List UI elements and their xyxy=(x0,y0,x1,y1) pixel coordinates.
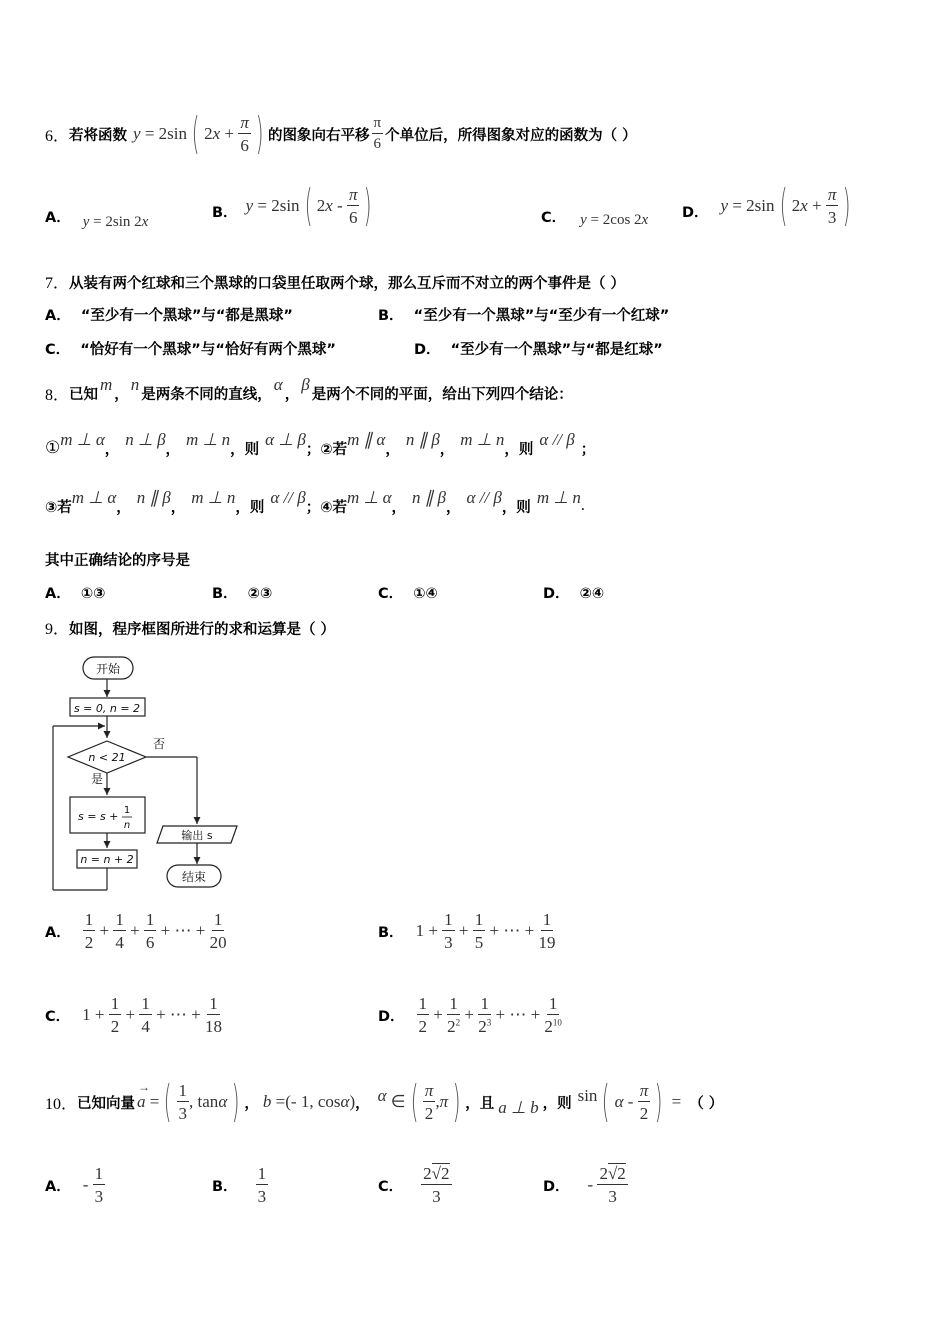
q10-stem: 10． 已知向量 a → = ( $\frac{1}{3}$ , tan α ) ， b =(- 1, cos α ) ， α ∈ ( $\frac{\pi}{2}$ , π ) ，且 a ⊥ b ，则 sin ( α - $\frac{\pi}{2}$ ) = （ ） xyxy=(45,1076,724,1127)
q6-function: y = 2sin ( 2 x + $\frac{\pi}{6}$ ) xyxy=(133,108,264,159)
q6-option-d: D． y = 2sin ( 2 x + $\frac{\pi}{3}$ ) xyxy=(682,180,851,231)
q7-option-a: A． “至少有一个黑球”与“都是黑球” xyxy=(45,308,293,324)
q8-conclusion-3-4: ③若 m ⊥ α ， n ∥ β ， m ⊥ n ，则 α // β ； ④若 m ⊥ α ， n ∥ β ， α // β ，则 m ⊥ n . xyxy=(45,488,585,516)
q10-option-c: C． $\frac{2√2}{3}$ xyxy=(378,1164,450,1206)
q8-conclusion-1-2: ① m ⊥ α ， n ⊥ β ， m ⊥ n ，则 α ⊥ β ； ②若 m ∥ α ， n ∥ β ， m ⊥ n ，则 α // β ； xyxy=(45,430,596,458)
flow-yes-label: 是 xyxy=(91,772,104,786)
q6-shift: $\frac{\pi}{6}$ xyxy=(373,115,382,152)
q10-vector-b: b =(- 1, cos α ) xyxy=(262,1092,356,1111)
q6-option-a: A． y = 2sin 2 x xyxy=(45,209,149,230)
q8-option-c: C． ①④ xyxy=(378,586,438,602)
flow-update-label: n = n + 2 xyxy=(80,853,134,866)
q7-option-c: C． “恰好有一个黑球”与“恰好有两个黑球” xyxy=(45,342,336,358)
flow-end-label: 结束 xyxy=(181,870,207,884)
flow-cond-label: n < 21 xyxy=(88,751,126,764)
q8-option-b: B． ②③ xyxy=(212,586,273,602)
q7-option-b: B． “至少有一个黑球”与“至少有一个红球” xyxy=(378,308,670,324)
q10-option-b: B． $\frac{1}{3}$ xyxy=(212,1164,267,1206)
flow-start-label: 开始 xyxy=(95,662,121,676)
q9-option-c: C． 1 + $\frac{1}{2}$ + $\frac{1}{4}$ + ⋯ + $\frac{1}{18}$ xyxy=(45,994,223,1036)
q8-option-d: D． ②④ xyxy=(543,586,605,602)
flow-sum-num: 1 xyxy=(123,805,131,816)
flow-sum-den: n xyxy=(123,820,131,831)
q10-vector-a: a → = ( $\frac{1}{3}$ , tan α ) xyxy=(137,1076,240,1127)
q10-range: α ∈ ( $\frac{\pi}{2}$ , π ) xyxy=(377,1076,461,1127)
q10-option-d: D． - $\frac{2√2}{3}$ xyxy=(543,1164,626,1206)
q8-question: 其中正确结论的序号是 xyxy=(45,553,190,569)
q9-stem: 9．如图，程序框图所进行的求和运算是（ ） xyxy=(45,621,336,638)
q9-option-d: D． $\frac{1}{2}$ + $\frac{1}{2^2}$ + $\frac{1}{2^3}$ + ⋯ + $\frac{1}{2^{10}}$ xyxy=(378,994,562,1036)
q9-option-a: A． $\frac{1}{2}$ + $\frac{1}{4}$ + $\frac{1}{6}$ + ⋯ + $\frac{1}{20}$ xyxy=(45,910,227,952)
q10-target: sin ( α - $\frac{\pi}{2}$ ) = xyxy=(577,1076,682,1127)
q8-stem: 8． 已知 m ， n 是两条不同的直线， α ， β 是两个不同的平面，给出下列四个结论： xyxy=(45,375,573,404)
q6-number: 6． xyxy=(45,127,70,145)
q6-stem: 6． 若将函数 y = 2sin ( 2 x + $\frac{\pi}{6}$ ) 的图象向右平移 $\frac{\pi}{6}$ 个单位后，所得图象对应的函数为（ ） xyxy=(45,108,637,159)
q9-flowchart xyxy=(45,652,245,897)
flow-sum-label: s = s + xyxy=(78,810,119,823)
q10-option-a: A． - $\frac{1}{3}$ xyxy=(45,1164,104,1206)
q6-option-b: B． y = 2sin ( 2 x - $\frac{\pi}{6}$ ) xyxy=(212,180,372,231)
q6-option-c: C． y = 2cos 2 x xyxy=(541,209,649,228)
flow-no-label: 否 xyxy=(153,737,166,751)
flow-init-label: s = 0, n = 2 xyxy=(73,702,141,715)
q7-stem: 7．从装有两个红球和三个黑球的口袋里任取两个球，那么互斥而不对立的两个事件是（ ） xyxy=(45,275,626,292)
q9-option-b: B． 1 + $\frac{1}{3}$ + $\frac{1}{5}$ + ⋯ + $\frac{1}{19}$ xyxy=(378,910,556,952)
flow-output-label: 输出 s xyxy=(181,829,213,842)
q8-option-a: A． ①③ xyxy=(45,586,106,602)
q7-option-d: D． “至少有一个黑球”与“都是红球” xyxy=(414,342,663,358)
q10-perp: a ⊥ b xyxy=(498,1098,539,1117)
